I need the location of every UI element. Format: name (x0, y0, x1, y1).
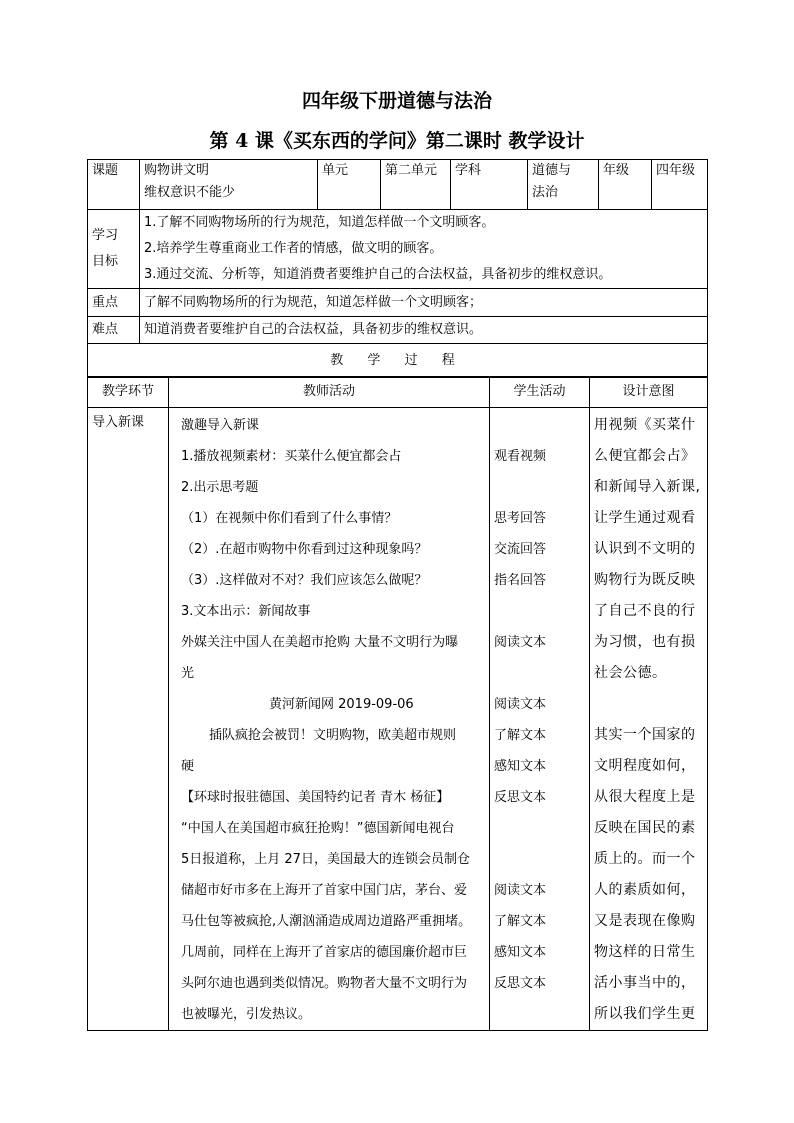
teacher-line: 储超市好市多在上海开了首家中国门店，茅台、爱 (181, 883, 468, 898)
difficult-value: 知道消费者要维护自己的合法权益，具备初步的维权意识。 (140, 317, 708, 344)
teacher-line: 插队疯抢会被罚！文明购物，欧美超市规则 (209, 728, 457, 743)
process-table (87, 376, 708, 1031)
key-label: 重点 (88, 289, 140, 317)
intent-line: 物这样的日常生 (594, 944, 696, 960)
intent-line: 文明程度如何， (594, 758, 696, 774)
intent-line: 活小事当中的， (594, 975, 696, 991)
goal-item: 1.了解不同购物场所的行为规范，知道怎样做一个文明顾客。 (144, 215, 495, 230)
unit-value: 第二单元 (381, 160, 451, 210)
student-activity (490, 408, 590, 1031)
topic-value: 购物讲文明 维权意识不能少 (140, 160, 318, 210)
teacher-line: 也被曝光，引发热议。 (181, 1007, 312, 1022)
difficult-label: 难点 (88, 317, 140, 344)
key-value: 了解不同购物场所的行为规范，知道怎样做一个文明顾客； (140, 289, 708, 317)
student-line: 反思文本 (494, 976, 547, 991)
student-line (494, 472, 585, 503)
student-line: 阅读文本 (494, 635, 547, 650)
header-stage: 教学环节 (88, 377, 169, 408)
intent-line: 了自己不良的行 (594, 603, 696, 619)
header-student: 学生活动 (490, 377, 590, 408)
student-line: 了解文本 (494, 728, 547, 743)
teacher-line: （3）.这样做对不对？我们应该怎么做呢？ (181, 573, 428, 588)
subject-label: 学科 (451, 160, 528, 210)
intent-line: 购物行为既反映 (594, 572, 696, 588)
intent-line: 为习惯，也有损 (594, 634, 696, 650)
header-intent: 设计意图 (590, 377, 708, 408)
stage-cell: 导入新课 (88, 408, 169, 1031)
intent-line (594, 689, 703, 720)
news-source: 黄河新闻网 2019-09-06 (269, 697, 414, 712)
grade-label: 年级 (599, 160, 652, 210)
teacher-line: 激趣导入新课 (181, 418, 260, 433)
student-line: 了解文本 (494, 914, 547, 929)
intent-line: 其实一个国家的 (594, 727, 696, 743)
goals-list (140, 210, 708, 289)
header-teacher: 教师活动 (169, 377, 490, 408)
student-line: 阅读文本 (494, 883, 547, 898)
info-table (87, 159, 708, 378)
teacher-line: 硬 (181, 759, 195, 774)
grade-value: 四年级 (652, 160, 708, 210)
intent-line: 么便宜都会占》 (594, 448, 696, 464)
intent-line: 反映在国民的素 (594, 820, 696, 836)
teacher-line: 外媒关注中国人在美超市抢购 大量不文明行为曝 (181, 635, 459, 650)
goals-label: 学习 目标 (88, 210, 140, 289)
teacher-line: 1.播放视频素材：买菜什么便宜都会占 (181, 449, 402, 464)
student-line (494, 658, 585, 689)
intent-line: 认识到不文明的 (594, 541, 696, 557)
teacher-line: 几周前，同样在上海开了首家店的德国廉价超市巨 (181, 945, 468, 960)
student-line: 指名回答 (494, 573, 547, 588)
teacher-line: （2）.在超市购物中你看到过这种现象吗？ (181, 542, 428, 557)
teacher-line: （1）在视频中你们看到了什么事情？ (181, 511, 398, 526)
student-line: 阅读文本 (494, 697, 547, 712)
teacher-line: 头阿尔迪也遇到类似情况。购物者大量不文明行为 (181, 976, 468, 991)
teacher-line: 光 (181, 666, 195, 681)
student-line: 交流回答 (494, 542, 547, 557)
goal-item: 3.通过交流、分析等，知道消费者要维护自己的合法权益，具备初步的维权意识。 (144, 267, 612, 282)
intent-line: 从很大程度上是 (594, 789, 696, 805)
goal-item: 2.培养学生尊重商业工作者的情感，做文明的顾客。 (144, 241, 443, 256)
student-line: 感知文本 (494, 759, 547, 774)
intent-line: 又是表现在像购 (594, 913, 696, 929)
student-line (494, 596, 585, 627)
subject-value: 道德与 法治 (528, 160, 599, 210)
unit-label: 单元 (318, 160, 381, 210)
design-intent (590, 408, 708, 1031)
student-line: 观看视频 (494, 449, 547, 464)
student-line (494, 410, 585, 441)
student-line: 思考回答 (494, 511, 547, 526)
teacher-line: 3.文本出示：新闻故事 (181, 604, 311, 619)
teacher-line: “中国人在美国超市疯狂抢购！”德国新闻电视台 (181, 821, 455, 836)
lesson-title: 第 4 课《买东西的学问》第二课时 教学设计 (209, 130, 585, 152)
intent-line: 用视频《买菜什 (594, 417, 696, 433)
document-title: 四年级下册道德与法治 (301, 90, 492, 112)
intent-line: 社会公德。 (594, 665, 667, 681)
teacher-line: 【环球时报驻德国、美国特约记者 青木 杨征】 (181, 790, 450, 805)
teacher-activity (169, 408, 490, 1031)
student-line (494, 813, 585, 844)
intent-line: 让学生通过观看 (594, 510, 696, 526)
intent-line: 所以我们学生更 (594, 1006, 696, 1022)
student-line (494, 844, 585, 875)
intent-line: 和新闻导入新课, (594, 479, 701, 495)
teacher-line: 2.出示思考题 (181, 480, 259, 495)
topic-label: 课题 (88, 160, 140, 210)
teacher-line: 马仕包等被疯抢,人潮汹涌造成周边道路严重拥堵。 (181, 914, 472, 929)
student-line (494, 999, 585, 1030)
student-line: 感知文本 (494, 945, 547, 960)
intent-line: 质上的。而一个 (594, 851, 696, 867)
intent-line: 人的素质如何， (594, 882, 696, 898)
process-header: 教 学 过 程 (88, 344, 708, 378)
student-line: 反思文本 (494, 790, 547, 805)
teacher-line: 5日报道称，上月 27日，美国最大的连锁会员制仓 (181, 852, 470, 867)
